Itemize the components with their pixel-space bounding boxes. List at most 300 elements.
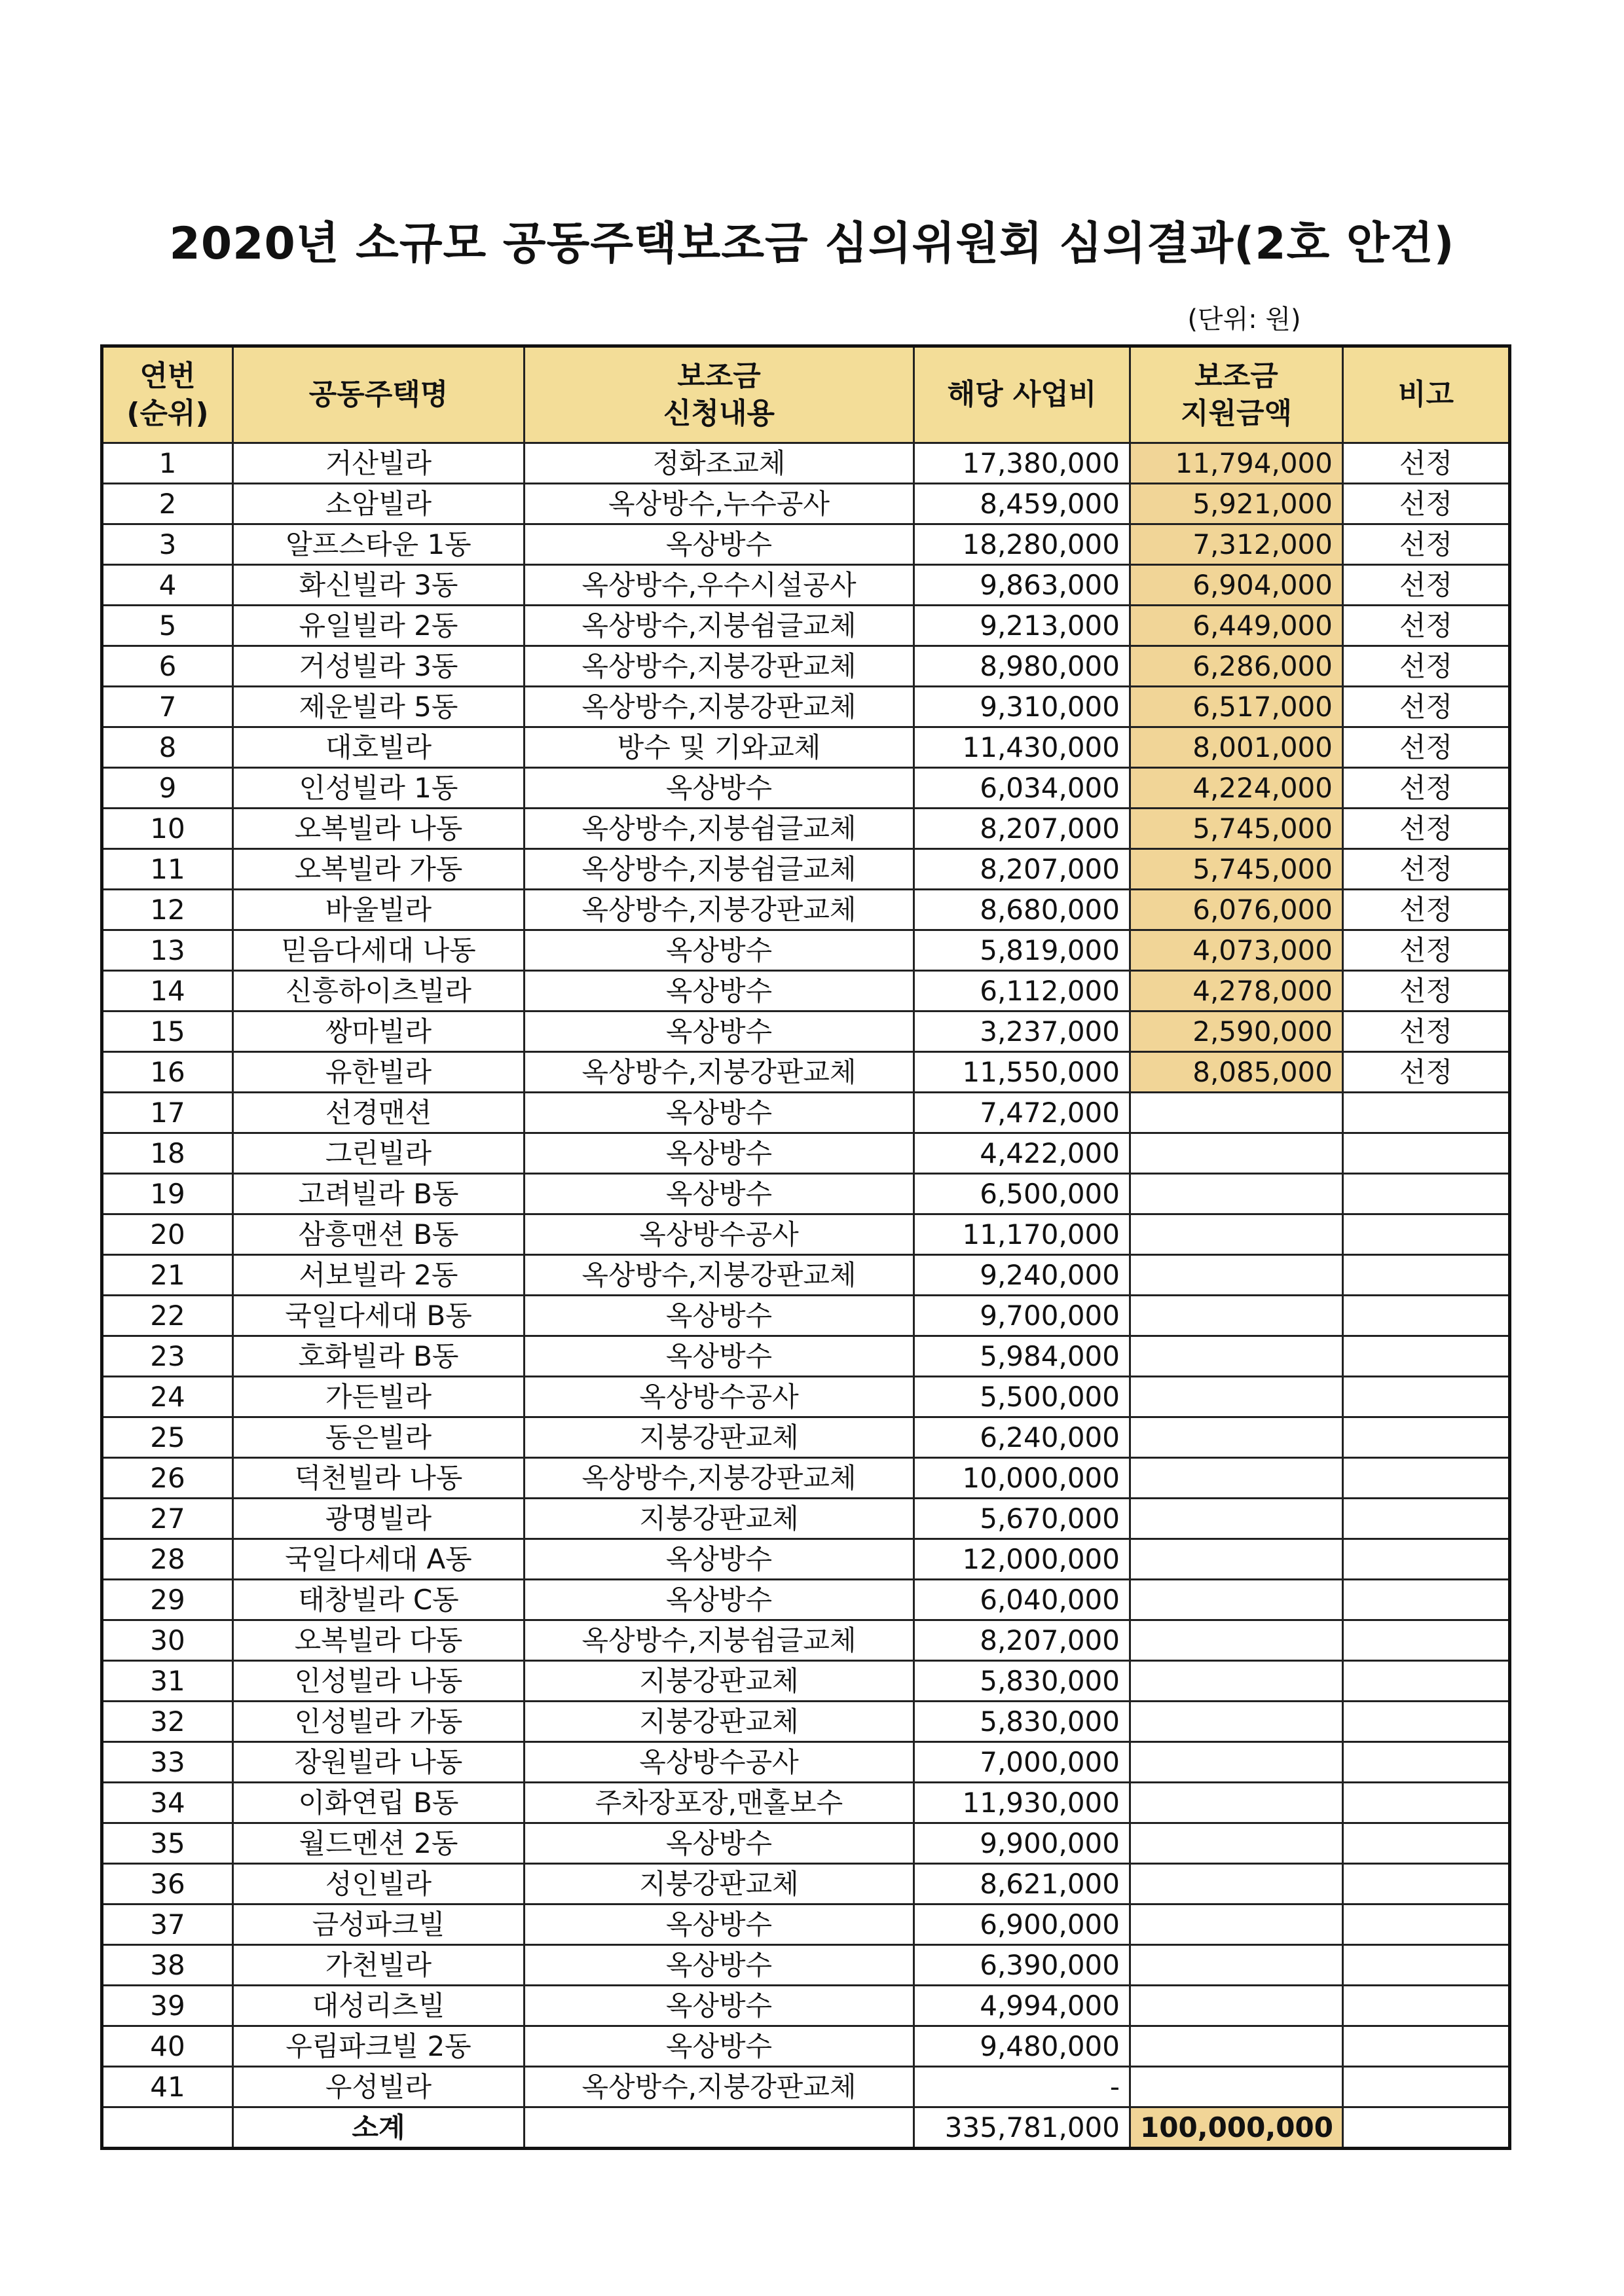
cell-note bbox=[1343, 1174, 1510, 1214]
cell-name: 이화연립 B동 bbox=[233, 1783, 525, 1823]
table-row bbox=[102, 1904, 1510, 1945]
cell-content: 옥상방수 bbox=[525, 2026, 914, 2067]
cell-note bbox=[1343, 1336, 1510, 1377]
header-name: 공동주택명 bbox=[233, 346, 525, 443]
cell-name: 인성빌라 1동 bbox=[233, 768, 525, 809]
cell-subsidy bbox=[1130, 1336, 1343, 1377]
cell-content: 방수 및 기와교체 bbox=[525, 727, 914, 768]
cell-note: 선정 bbox=[1343, 606, 1510, 646]
cell-subsidy bbox=[1130, 1539, 1343, 1580]
cell-cost: 10,000,000 bbox=[914, 1458, 1130, 1499]
cell-no: 6 bbox=[102, 646, 233, 687]
cell-no: 24 bbox=[102, 1377, 233, 1417]
cell-cost: 5,830,000 bbox=[914, 1661, 1130, 1702]
cell-subsidy: 5,745,000 bbox=[1130, 809, 1343, 849]
cell-cost: 5,670,000 bbox=[914, 1499, 1130, 1539]
cell-content: 옥상방수 bbox=[525, 971, 914, 1011]
cell-note bbox=[1343, 2026, 1510, 2067]
table-row bbox=[102, 971, 1510, 1011]
cell-subsidy bbox=[1130, 1255, 1343, 1296]
cell-content: 옥상방수공사 bbox=[525, 1742, 914, 1783]
cell-content: 옥상방수,지붕쉼글교체 bbox=[525, 809, 914, 849]
cell-name: 화신빌라 3동 bbox=[233, 565, 525, 606]
table-row bbox=[102, 1011, 1510, 1052]
table-row bbox=[102, 1823, 1510, 1864]
cell-no: 1 bbox=[102, 443, 233, 484]
table-row bbox=[102, 524, 1510, 565]
cell-subsidy bbox=[1130, 1296, 1343, 1336]
cell-no: 37 bbox=[102, 1904, 233, 1945]
cell-no: 32 bbox=[102, 1702, 233, 1742]
table-row bbox=[102, 1214, 1510, 1255]
cell-content: 옥상방수 bbox=[525, 1174, 914, 1214]
cell-name: 제운빌라 5동 bbox=[233, 687, 525, 727]
cell-name: 인성빌라 나동 bbox=[233, 1661, 525, 1702]
cell-note bbox=[1343, 1499, 1510, 1539]
cell-cost: 9,240,000 bbox=[914, 1255, 1130, 1296]
cell-name: 우림파크빌 2동 bbox=[233, 2026, 525, 2067]
cell-cost: 8,680,000 bbox=[914, 890, 1130, 930]
cell-cost: 8,207,000 bbox=[914, 1620, 1130, 1661]
cell-no: 3 bbox=[102, 524, 233, 565]
cell-no: 18 bbox=[102, 1133, 233, 1174]
cell-content: 옥상방수,지붕강판교체 bbox=[525, 1052, 914, 1093]
cell-cost: 6,040,000 bbox=[914, 1580, 1130, 1620]
cell-cost: 7,000,000 bbox=[914, 1742, 1130, 1783]
cell-no: 26 bbox=[102, 1458, 233, 1499]
table-row bbox=[102, 1864, 1510, 1904]
table-row bbox=[102, 809, 1510, 849]
cell-no: 4 bbox=[102, 565, 233, 606]
cell-cost: 5,819,000 bbox=[914, 930, 1130, 971]
cell-name: 선경맨션 bbox=[233, 1093, 525, 1133]
cell-name: 태창빌라 C동 bbox=[233, 1580, 525, 1620]
cell-note: 선정 bbox=[1343, 565, 1510, 606]
cell-cost: 8,207,000 bbox=[914, 849, 1130, 890]
cell-no: 10 bbox=[102, 809, 233, 849]
cell-subsidy bbox=[1130, 1986, 1343, 2026]
table-row bbox=[102, 727, 1510, 768]
cell-no: 28 bbox=[102, 1539, 233, 1580]
total-subsidy: 100,000,000 bbox=[1130, 2107, 1343, 2149]
cell-cost: 7,472,000 bbox=[914, 1093, 1130, 1133]
cell-note bbox=[1343, 1133, 1510, 1174]
cell-subsidy bbox=[1130, 2026, 1343, 2067]
cell-subsidy bbox=[1130, 1214, 1343, 1255]
cell-note bbox=[1343, 1377, 1510, 1417]
cell-content: 옥상방수 bbox=[525, 1823, 914, 1864]
cell-note bbox=[1343, 1945, 1510, 1986]
table-row bbox=[102, 1296, 1510, 1336]
cell-content: 옥상방수,지붕강판교체 bbox=[525, 890, 914, 930]
cell-subsidy: 4,073,000 bbox=[1130, 930, 1343, 971]
cell-cost: 9,700,000 bbox=[914, 1296, 1130, 1336]
cell-name: 소암빌라 bbox=[233, 484, 525, 524]
cell-subsidy bbox=[1130, 1661, 1343, 1702]
cell-note: 선정 bbox=[1343, 809, 1510, 849]
cell-cost: - bbox=[914, 2067, 1130, 2107]
cell-note bbox=[1343, 1986, 1510, 2026]
header-subsidy: 보조금 지원금액 bbox=[1130, 346, 1343, 443]
cell-cost: 12,000,000 bbox=[914, 1539, 1130, 1580]
cell-cost: 8,207,000 bbox=[914, 809, 1130, 849]
cell-content: 옥상방수 bbox=[525, 1945, 914, 1986]
cell-no: 40 bbox=[102, 2026, 233, 2067]
cell-cost: 6,034,000 bbox=[914, 768, 1130, 809]
cell-note bbox=[1343, 1296, 1510, 1336]
cell-cost: 6,500,000 bbox=[914, 1174, 1130, 1214]
cell-content: 옥상방수,지붕강판교체 bbox=[525, 687, 914, 727]
total-blank-note bbox=[1343, 2107, 1510, 2149]
cell-content: 옥상방수,지붕쉼글교체 bbox=[525, 1620, 914, 1661]
cell-note: 선정 bbox=[1343, 727, 1510, 768]
header-row bbox=[102, 346, 1510, 443]
cell-note bbox=[1343, 1823, 1510, 1864]
cell-cost: 9,213,000 bbox=[914, 606, 1130, 646]
table-row bbox=[102, 1702, 1510, 1742]
cell-no: 15 bbox=[102, 1011, 233, 1052]
cell-name: 삼흥맨션 B동 bbox=[233, 1214, 525, 1255]
cell-note bbox=[1343, 1783, 1510, 1823]
cell-content: 옥상방수 bbox=[525, 1133, 914, 1174]
cell-note bbox=[1343, 1580, 1510, 1620]
cell-content: 옥상방수,지붕강판교체 bbox=[525, 1255, 914, 1296]
cell-content: 지붕강판교체 bbox=[525, 1702, 914, 1742]
table-row bbox=[102, 1945, 1510, 1986]
cell-no: 27 bbox=[102, 1499, 233, 1539]
cell-content: 지붕강판교체 bbox=[525, 1661, 914, 1702]
cell-content: 옥상방수,지붕쉼글교체 bbox=[525, 606, 914, 646]
cell-note: 선정 bbox=[1343, 849, 1510, 890]
cell-content: 옥상방수 bbox=[525, 1580, 914, 1620]
table-row bbox=[102, 1620, 1510, 1661]
cell-name: 유일빌라 2동 bbox=[233, 606, 525, 646]
cell-no: 30 bbox=[102, 1620, 233, 1661]
cell-no: 12 bbox=[102, 890, 233, 930]
table-row bbox=[102, 1133, 1510, 1174]
header-cost: 해당 사업비 bbox=[914, 346, 1130, 443]
cell-cost: 5,830,000 bbox=[914, 1702, 1130, 1742]
table-row bbox=[102, 1458, 1510, 1499]
cell-no: 38 bbox=[102, 1945, 233, 1986]
cell-cost: 6,390,000 bbox=[914, 1945, 1130, 1986]
cell-note bbox=[1343, 2067, 1510, 2107]
cell-content: 옥상방수,지붕강판교체 bbox=[525, 646, 914, 687]
cell-subsidy bbox=[1130, 1174, 1343, 1214]
cell-no: 11 bbox=[102, 849, 233, 890]
cell-name: 거성빌라 3동 bbox=[233, 646, 525, 687]
cell-cost: 6,240,000 bbox=[914, 1417, 1130, 1458]
cell-subsidy bbox=[1130, 2067, 1343, 2107]
cell-content: 옥상방수,지붕강판교체 bbox=[525, 2067, 914, 2107]
cell-cost: 4,422,000 bbox=[914, 1133, 1130, 1174]
table-row bbox=[102, 768, 1510, 809]
table-row bbox=[102, 1742, 1510, 1783]
cell-note: 선정 bbox=[1343, 890, 1510, 930]
unit-label: (단위: 원) bbox=[1187, 304, 1301, 335]
cell-no: 41 bbox=[102, 2067, 233, 2107]
cell-subsidy bbox=[1130, 1945, 1343, 1986]
cell-note: 선정 bbox=[1343, 484, 1510, 524]
cell-no: 8 bbox=[102, 727, 233, 768]
cell-note bbox=[1343, 1904, 1510, 1945]
table-row bbox=[102, 1255, 1510, 1296]
header-note: 비고 bbox=[1343, 346, 1510, 443]
cell-cost: 11,930,000 bbox=[914, 1783, 1130, 1823]
total-cost: 335,781,000 bbox=[914, 2107, 1130, 2149]
cell-content: 주차장포장,맨홀보수 bbox=[525, 1783, 914, 1823]
cell-note: 선정 bbox=[1343, 687, 1510, 727]
cell-name: 가천빌라 bbox=[233, 1945, 525, 1986]
cell-note: 선정 bbox=[1343, 768, 1510, 809]
cell-cost: 8,459,000 bbox=[914, 484, 1130, 524]
cell-name: 고려빌라 B동 bbox=[233, 1174, 525, 1214]
cell-no: 25 bbox=[102, 1417, 233, 1458]
table-row bbox=[102, 1052, 1510, 1093]
cell-content: 옥상방수 bbox=[525, 1986, 914, 2026]
cell-subsidy bbox=[1130, 1783, 1343, 1823]
cell-content: 옥상방수,우수시설공사 bbox=[525, 565, 914, 606]
cell-no: 16 bbox=[102, 1052, 233, 1093]
cell-content: 옥상방수 bbox=[525, 1011, 914, 1052]
cell-subsidy: 5,921,000 bbox=[1130, 484, 1343, 524]
cell-content: 옥상방수 bbox=[525, 1336, 914, 1377]
table-row bbox=[102, 484, 1510, 524]
header-no: 연번 (순위) bbox=[102, 346, 233, 443]
cell-subsidy: 6,517,000 bbox=[1130, 687, 1343, 727]
cell-note bbox=[1343, 1255, 1510, 1296]
cell-name: 인성빌라 가동 bbox=[233, 1702, 525, 1742]
header-content: 보조금 신청내용 bbox=[525, 346, 914, 443]
cell-cost: 8,980,000 bbox=[914, 646, 1130, 687]
cell-name: 그린빌라 bbox=[233, 1133, 525, 1174]
cell-content: 정화조교체 bbox=[525, 443, 914, 484]
cell-note bbox=[1343, 1742, 1510, 1783]
cell-cost: 6,112,000 bbox=[914, 971, 1130, 1011]
cell-name: 대호빌라 bbox=[233, 727, 525, 768]
cell-name: 장원빌라 나동 bbox=[233, 1742, 525, 1783]
table-row bbox=[102, 606, 1510, 646]
table-row bbox=[102, 1661, 1510, 1702]
cell-no: 20 bbox=[102, 1214, 233, 1255]
cell-content: 옥상방수공사 bbox=[525, 1214, 914, 1255]
cell-no: 13 bbox=[102, 930, 233, 971]
cell-no: 33 bbox=[102, 1742, 233, 1783]
cell-no: 23 bbox=[102, 1336, 233, 1377]
cell-content: 옥상방수 bbox=[525, 768, 914, 809]
cell-name: 믿음다세대 나동 bbox=[233, 930, 525, 971]
cell-name: 호화빌라 B동 bbox=[233, 1336, 525, 1377]
cell-subsidy bbox=[1130, 1417, 1343, 1458]
cell-subsidy bbox=[1130, 1823, 1343, 1864]
cell-cost: 5,984,000 bbox=[914, 1336, 1130, 1377]
cell-note bbox=[1343, 1539, 1510, 1580]
cell-subsidy bbox=[1130, 1580, 1343, 1620]
table-row bbox=[102, 1986, 1510, 2026]
table-row bbox=[102, 1336, 1510, 1377]
cell-subsidy bbox=[1130, 1458, 1343, 1499]
cell-subsidy: 6,076,000 bbox=[1130, 890, 1343, 930]
cell-subsidy bbox=[1130, 1904, 1343, 1945]
cell-no: 7 bbox=[102, 687, 233, 727]
cell-name: 동은빌라 bbox=[233, 1417, 525, 1458]
cell-name: 대성리츠빌 bbox=[233, 1986, 525, 2026]
table-row bbox=[102, 2067, 1510, 2107]
cell-content: 옥상방수공사 bbox=[525, 1377, 914, 1417]
cell-name: 서보빌라 2동 bbox=[233, 1255, 525, 1296]
cell-subsidy: 4,278,000 bbox=[1130, 971, 1343, 1011]
cell-content: 옥상방수,지붕쉼글교체 bbox=[525, 849, 914, 890]
cell-name: 성인빌라 bbox=[233, 1864, 525, 1904]
cell-name: 거산빌라 bbox=[233, 443, 525, 484]
cell-name: 오복빌라 가동 bbox=[233, 849, 525, 890]
cell-content: 옥상방수 bbox=[525, 1296, 914, 1336]
cell-subsidy: 6,449,000 bbox=[1130, 606, 1343, 646]
total-label: 소계 bbox=[233, 2107, 525, 2149]
cell-name: 국일다세대 A동 bbox=[233, 1539, 525, 1580]
cell-cost: 8,621,000 bbox=[914, 1864, 1130, 1904]
cell-cost: 9,310,000 bbox=[914, 687, 1130, 727]
cell-no: 36 bbox=[102, 1864, 233, 1904]
table-row bbox=[102, 1093, 1510, 1133]
cell-note: 선정 bbox=[1343, 443, 1510, 484]
cell-no: 34 bbox=[102, 1783, 233, 1823]
table-row bbox=[102, 687, 1510, 727]
cell-no: 5 bbox=[102, 606, 233, 646]
cell-name: 쌍마빌라 bbox=[233, 1011, 525, 1052]
document-title: 2020년 소규모 공동주택보조금 심의위원회 심의결과(2호 안건) bbox=[169, 218, 1455, 270]
cell-subsidy bbox=[1130, 1702, 1343, 1742]
cell-subsidy: 5,745,000 bbox=[1130, 849, 1343, 890]
cell-name: 바울빌라 bbox=[233, 890, 525, 930]
cell-note: 선정 bbox=[1343, 646, 1510, 687]
cell-note: 선정 bbox=[1343, 930, 1510, 971]
table-row bbox=[102, 849, 1510, 890]
cell-cost: 17,380,000 bbox=[914, 443, 1130, 484]
cell-cost: 9,863,000 bbox=[914, 565, 1130, 606]
cell-content: 옥상방수 bbox=[525, 1093, 914, 1133]
cell-subsidy: 11,794,000 bbox=[1130, 443, 1343, 484]
table-row bbox=[102, 1174, 1510, 1214]
cell-no: 17 bbox=[102, 1093, 233, 1133]
table-row bbox=[102, 1377, 1510, 1417]
cell-subsidy: 7,312,000 bbox=[1130, 524, 1343, 565]
cell-content: 옥상방수,지붕강판교체 bbox=[525, 1458, 914, 1499]
total-blank-content bbox=[525, 2107, 914, 2149]
cell-subsidy bbox=[1130, 1093, 1343, 1133]
cell-cost: 11,550,000 bbox=[914, 1052, 1130, 1093]
cell-no: 39 bbox=[102, 1986, 233, 2026]
cell-no: 9 bbox=[102, 768, 233, 809]
cell-no: 31 bbox=[102, 1661, 233, 1702]
cell-content: 지붕강판교체 bbox=[525, 1499, 914, 1539]
cell-cost: 4,994,000 bbox=[914, 1986, 1130, 2026]
cell-note bbox=[1343, 1661, 1510, 1702]
cell-name: 알프스타운 1동 bbox=[233, 524, 525, 565]
cell-subsidy: 6,286,000 bbox=[1130, 646, 1343, 687]
cell-content: 옥상방수 bbox=[525, 930, 914, 971]
cell-name: 오복빌라 다동 bbox=[233, 1620, 525, 1661]
cell-cost: 3,237,000 bbox=[914, 1011, 1130, 1052]
cell-name: 금성파크빌 bbox=[233, 1904, 525, 1945]
table-row bbox=[102, 890, 1510, 930]
cell-content: 지붕강판교체 bbox=[525, 1864, 914, 1904]
cell-subsidy bbox=[1130, 1377, 1343, 1417]
cell-name: 월드멘션 2동 bbox=[233, 1823, 525, 1864]
cell-name: 광명빌라 bbox=[233, 1499, 525, 1539]
total-row bbox=[102, 2107, 1510, 2149]
cell-subsidy bbox=[1130, 1864, 1343, 1904]
cell-name: 우성빌라 bbox=[233, 2067, 525, 2107]
cell-content: 옥상방수 bbox=[525, 1904, 914, 1945]
table-row bbox=[102, 1417, 1510, 1458]
cell-content: 옥상방수,누수공사 bbox=[525, 484, 914, 524]
cell-no: 22 bbox=[102, 1296, 233, 1336]
cell-no: 35 bbox=[102, 1823, 233, 1864]
cell-name: 오복빌라 나동 bbox=[233, 809, 525, 849]
result-table bbox=[100, 344, 1511, 2150]
cell-no: 2 bbox=[102, 484, 233, 524]
cell-subsidy: 6,904,000 bbox=[1130, 565, 1343, 606]
cell-content: 옥상방수 bbox=[525, 1539, 914, 1580]
cell-subsidy bbox=[1130, 1133, 1343, 1174]
cell-no: 29 bbox=[102, 1580, 233, 1620]
cell-name: 덕천빌라 나동 bbox=[233, 1458, 525, 1499]
cell-cost: 18,280,000 bbox=[914, 524, 1130, 565]
table-row bbox=[102, 1499, 1510, 1539]
cell-content: 지붕강판교체 bbox=[525, 1417, 914, 1458]
cell-subsidy bbox=[1130, 1742, 1343, 1783]
cell-name: 신흥하이츠빌라 bbox=[233, 971, 525, 1011]
cell-note bbox=[1343, 1620, 1510, 1661]
cell-note: 선정 bbox=[1343, 524, 1510, 565]
cell-cost: 5,500,000 bbox=[914, 1377, 1130, 1417]
table-row bbox=[102, 646, 1510, 687]
cell-subsidy: 4,224,000 bbox=[1130, 768, 1343, 809]
cell-name: 유한빌라 bbox=[233, 1052, 525, 1093]
cell-subsidy: 2,590,000 bbox=[1130, 1011, 1343, 1052]
cell-cost: 9,900,000 bbox=[914, 1823, 1130, 1864]
table-row bbox=[102, 443, 1510, 484]
table-row bbox=[102, 2026, 1510, 2067]
table-row bbox=[102, 1580, 1510, 1620]
cell-no: 14 bbox=[102, 971, 233, 1011]
cell-no: 19 bbox=[102, 1174, 233, 1214]
cell-cost: 6,900,000 bbox=[914, 1904, 1130, 1945]
table-row bbox=[102, 565, 1510, 606]
cell-note: 선정 bbox=[1343, 1011, 1510, 1052]
cell-note bbox=[1343, 1093, 1510, 1133]
cell-subsidy bbox=[1130, 1620, 1343, 1661]
cell-no: 21 bbox=[102, 1255, 233, 1296]
cell-note bbox=[1343, 1214, 1510, 1255]
cell-note bbox=[1343, 1417, 1510, 1458]
cell-subsidy bbox=[1130, 1499, 1343, 1539]
cell-note bbox=[1343, 1864, 1510, 1904]
cell-subsidy: 8,001,000 bbox=[1130, 727, 1343, 768]
cell-name: 국일다세대 B동 bbox=[233, 1296, 525, 1336]
table-row bbox=[102, 1783, 1510, 1823]
cell-note bbox=[1343, 1458, 1510, 1499]
cell-name: 가든빌라 bbox=[233, 1377, 525, 1417]
cell-cost: 11,170,000 bbox=[914, 1214, 1130, 1255]
cell-cost: 9,480,000 bbox=[914, 2026, 1130, 2067]
table-row bbox=[102, 930, 1510, 971]
cell-cost: 11,430,000 bbox=[914, 727, 1130, 768]
cell-note: 선정 bbox=[1343, 971, 1510, 1011]
cell-note bbox=[1343, 1702, 1510, 1742]
cell-note: 선정 bbox=[1343, 1052, 1510, 1093]
